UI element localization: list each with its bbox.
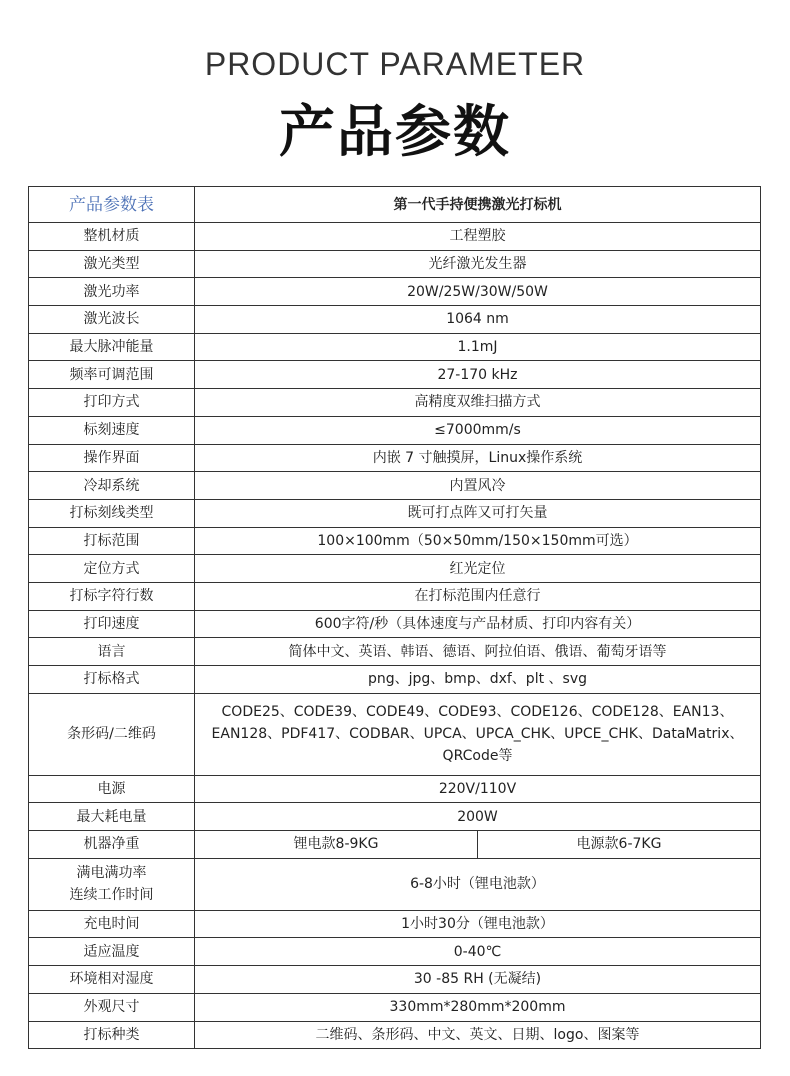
param-label: 频率可调范围 — [29, 361, 195, 389]
header-key: 产品参数表 — [29, 187, 195, 223]
table-row — [29, 555, 761, 583]
param-value: png、jpg、bmp、dxf、plt 、svg — [195, 666, 761, 694]
param-label: 激光类型 — [29, 250, 195, 278]
param-value: 1064 nm — [195, 306, 761, 334]
param-value: 在打标范围内任意行 — [195, 582, 761, 610]
table-row — [29, 333, 761, 361]
param-label: 激光功率 — [29, 278, 195, 306]
param-value: 200W — [195, 803, 761, 831]
param-value — [195, 693, 761, 775]
param-label: 打印方式 — [29, 389, 195, 417]
runtime-label-line: 连续工作时间 — [69, 887, 154, 904]
param-label: 打标范围 — [29, 527, 195, 555]
runtime-label-line: 满电满功率 — [76, 865, 147, 882]
param-value: 工程塑胶 — [195, 223, 761, 251]
barcode-line: EAN128、PDF417、CODBAR、UPCA、UPCA_CHK、UPCE_CHK、DataMatrix、 — [211, 726, 744, 743]
table-row — [29, 361, 761, 389]
english-title: PRODUCT PARAMETER — [204, 46, 586, 82]
param-value: 内置风冷 — [195, 472, 761, 500]
table-row — [29, 389, 761, 417]
table-row — [29, 527, 761, 555]
param-value: 600字符/秒（具体速度与产品材质、打印内容有关） — [195, 610, 761, 638]
table-row — [29, 610, 761, 638]
table-row — [29, 278, 761, 306]
param-label: 定位方式 — [29, 555, 195, 583]
table-row — [29, 250, 761, 278]
table-row — [29, 472, 761, 500]
param-label: 最大耗电量 — [29, 803, 195, 831]
weight-mains-value: 电源款6-7KG — [478, 831, 761, 859]
param-label: 打标刻线类型 — [29, 499, 195, 527]
table-header-row — [29, 187, 761, 223]
param-label: 机器净重 — [29, 831, 195, 859]
table-row — [29, 693, 761, 775]
table-row — [29, 666, 761, 694]
table-row — [29, 910, 761, 938]
chinese-title: 产品参数 — [279, 100, 511, 165]
param-label: 整机材质 — [29, 223, 195, 251]
param-value: 内嵌 7 寸触摸屏，Linux操作系统 — [195, 444, 761, 472]
param-value: 二维码、条形码、中文、英文、日期、logo、图案等 — [195, 1021, 761, 1049]
header-product-name: 第一代手持便携激光打标机 — [195, 187, 761, 223]
table-row — [29, 582, 761, 610]
table-row — [29, 306, 761, 334]
param-value: ≤7000mm/s — [195, 416, 761, 444]
param-label: 充电时间 — [29, 910, 195, 938]
table-row — [29, 938, 761, 966]
param-label: 打标字符行数 — [29, 582, 195, 610]
param-label — [29, 858, 195, 910]
param-value: 红光定位 — [195, 555, 761, 583]
param-value: 100×100mm（50×50mm/150×150mm可选） — [195, 527, 761, 555]
weight-lithium-value: 锂电款8-9KG — [195, 831, 478, 859]
table-row — [29, 993, 761, 1021]
barcode-line: CODE25、CODE39、CODE49、CODE93、CODE126、CODE128、EAN13、 — [221, 704, 734, 721]
parameter-table — [28, 186, 761, 1049]
table-row — [29, 803, 761, 831]
param-value: 简体中文、英语、韩语、德语、阿拉伯语、俄语、葡萄牙语等 — [195, 638, 761, 666]
param-label: 打标格式 — [29, 666, 195, 694]
param-value: 0-40℃ — [195, 938, 761, 966]
table-row — [29, 416, 761, 444]
param-label: 外观尺寸 — [29, 993, 195, 1021]
param-value: 27-170 kHz — [195, 361, 761, 389]
param-label: 条形码/二维码 — [29, 693, 195, 775]
param-value: 既可打点阵又可打矢量 — [195, 499, 761, 527]
param-label: 最大脉冲能量 — [29, 333, 195, 361]
param-label: 电源 — [29, 775, 195, 803]
param-label: 打印速度 — [29, 610, 195, 638]
param-value: 1小时30分（锂电池款） — [195, 910, 761, 938]
table-row — [29, 499, 761, 527]
table-row — [29, 966, 761, 994]
table-row — [29, 638, 761, 666]
param-value: 高精度双维扫描方式 — [195, 389, 761, 417]
table-row — [29, 223, 761, 251]
table-row — [29, 444, 761, 472]
param-label: 打标种类 — [29, 1021, 195, 1049]
barcode-line: QRCode等 — [442, 748, 513, 765]
param-label: 环境相对湿度 — [29, 966, 195, 994]
param-value: 光纤激光发生器 — [195, 250, 761, 278]
param-label: 冷却系统 — [29, 472, 195, 500]
param-value: 1.1mJ — [195, 333, 761, 361]
param-value: 30 -85 RH (无凝结) — [195, 966, 761, 994]
table-row — [29, 831, 761, 859]
param-value: 6-8小时（锂电池款） — [195, 858, 761, 910]
param-label: 标刻速度 — [29, 416, 195, 444]
param-value: 220V/110V — [195, 775, 761, 803]
param-label: 激光波长 — [29, 306, 195, 334]
param-value: 330mm*280mm*200mm — [195, 993, 761, 1021]
param-label: 操作界面 — [29, 444, 195, 472]
table-row — [29, 858, 761, 910]
table-row — [29, 775, 761, 803]
table-row — [29, 1021, 761, 1049]
param-value: 20W/25W/30W/50W — [195, 278, 761, 306]
param-label: 适应温度 — [29, 938, 195, 966]
param-label: 语言 — [29, 638, 195, 666]
